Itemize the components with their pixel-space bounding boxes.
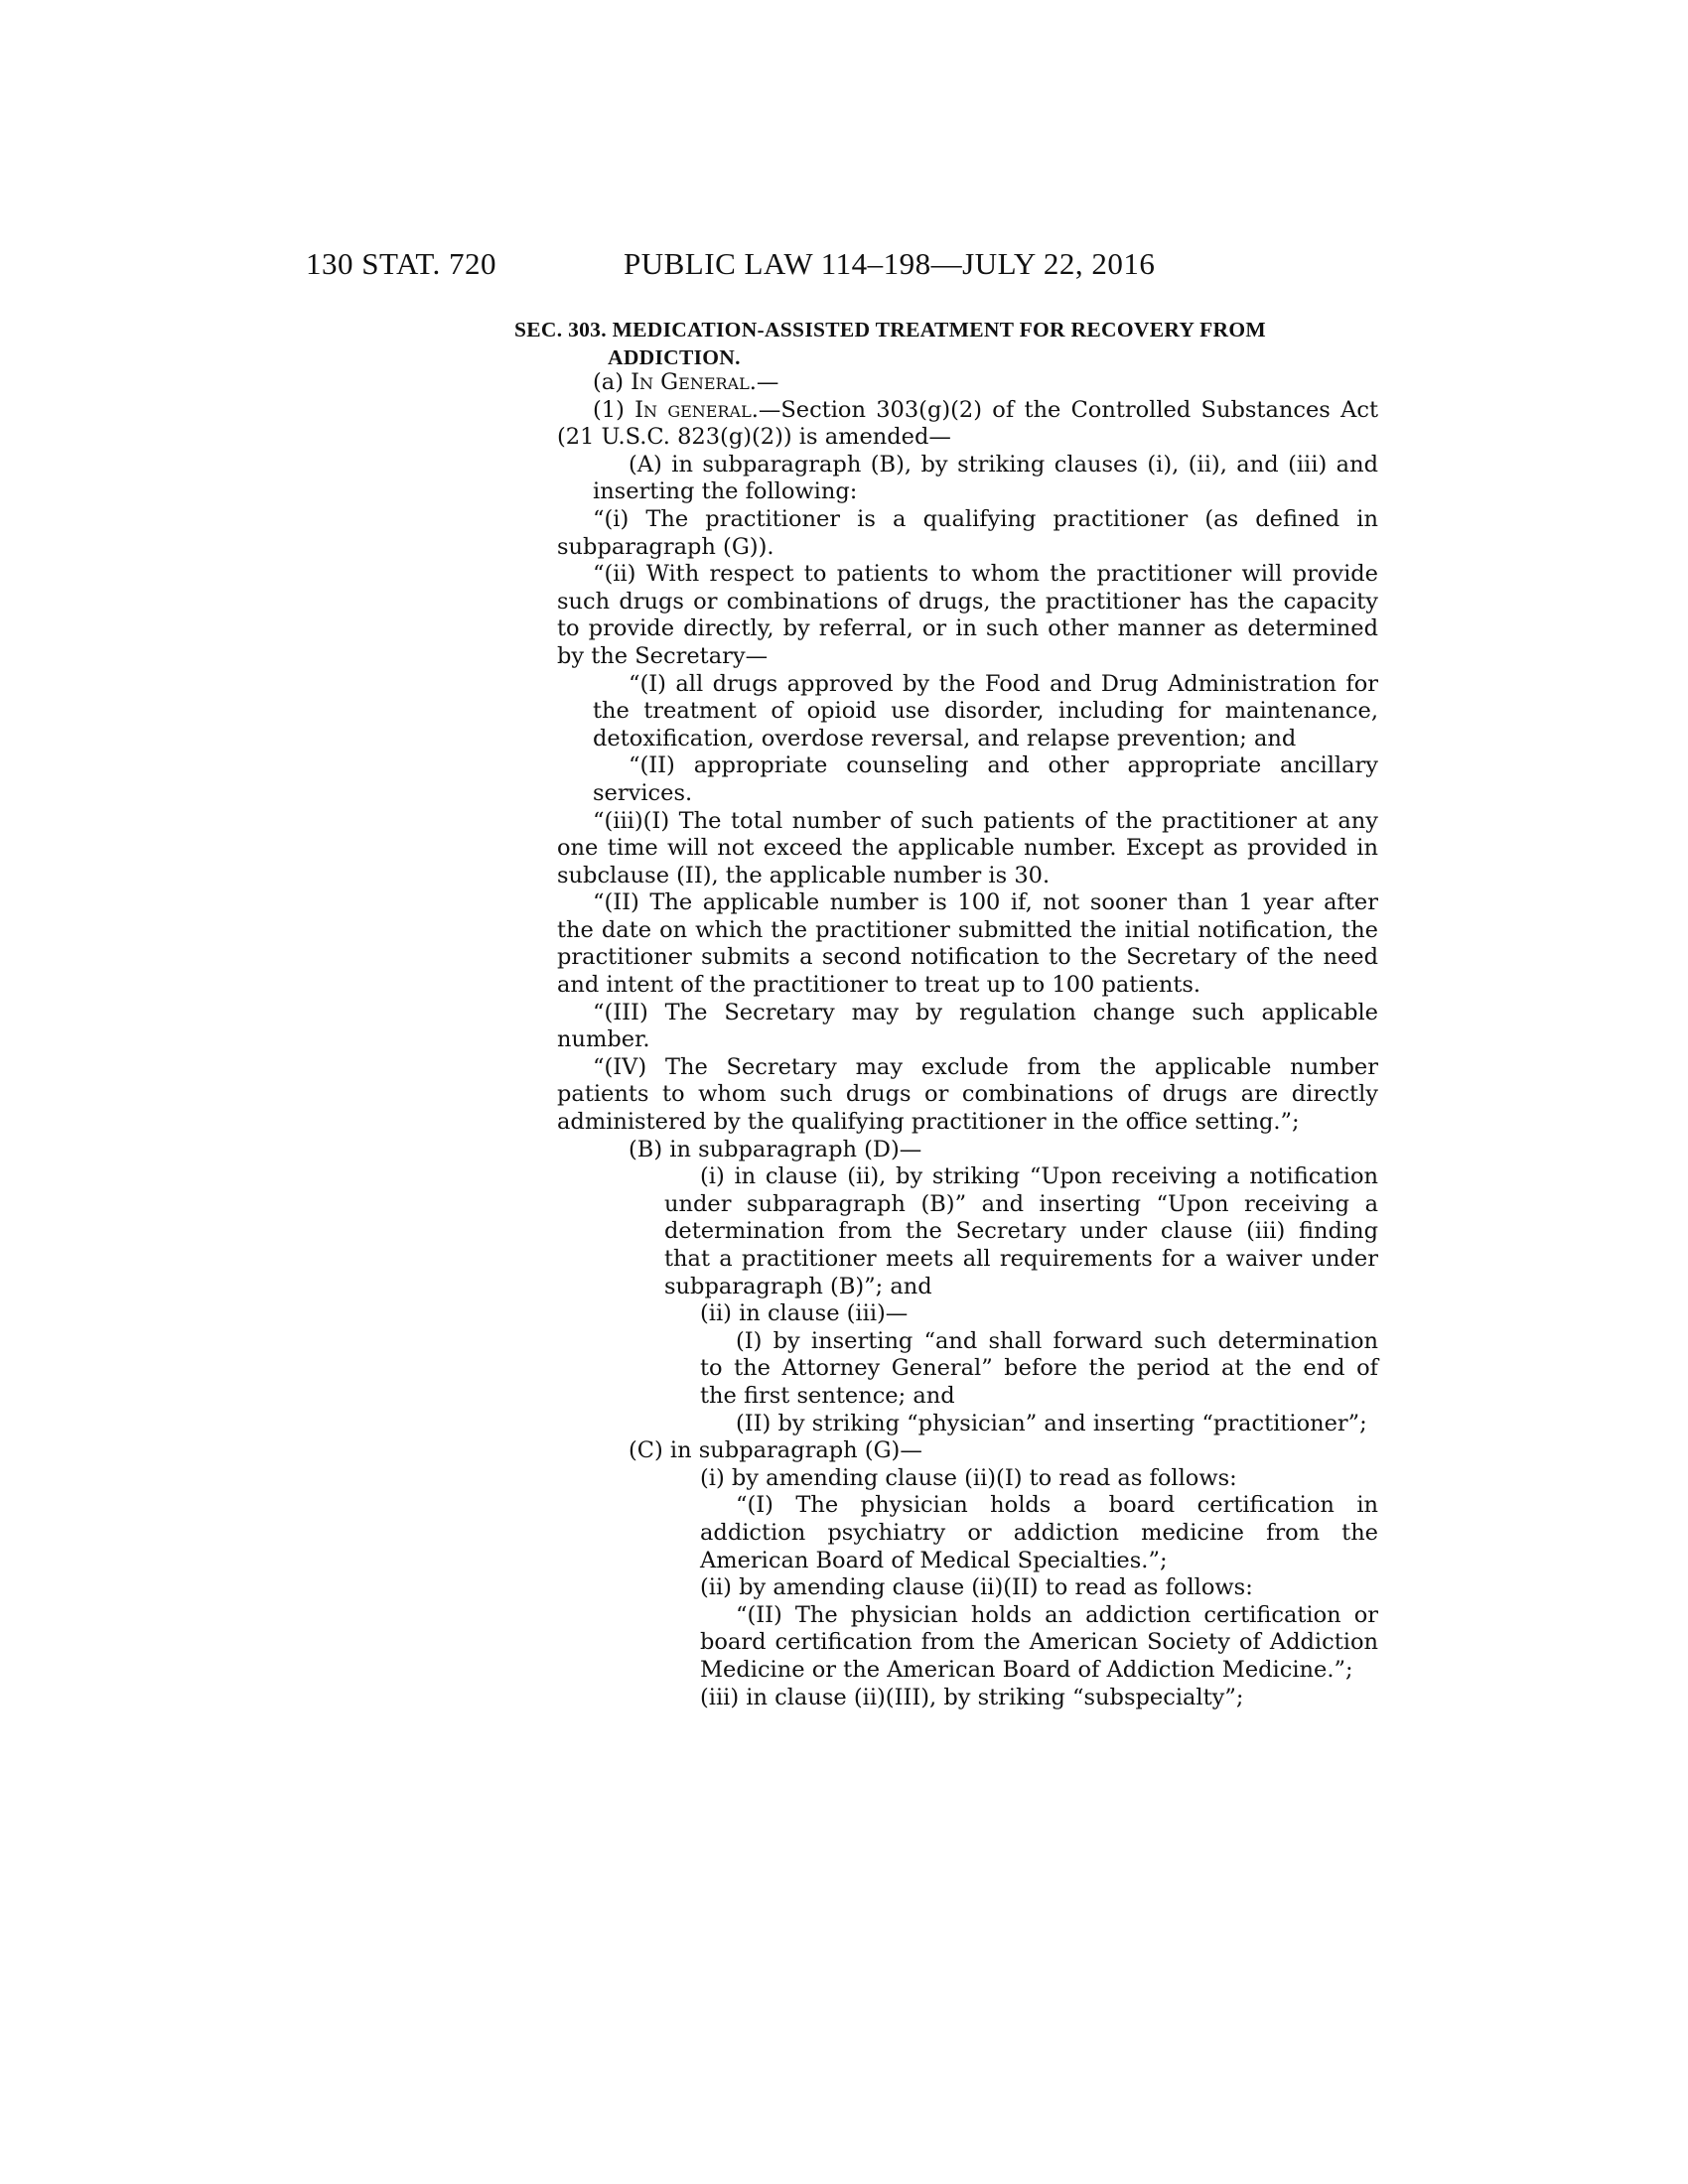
quoted-text-C-i: “(I) The physician holds a board certification in addiction psychiatry or addiction medicine from the American Board of Medical Specialties.”; bbox=[700, 1492, 1378, 1573]
quoted-subclause-iii-III: “(III) The Secretary may by regulation change such applicable number. bbox=[557, 999, 1378, 1053]
subclause-B-ii-II: (II) by striking “physician” and inserting “practitioner”; bbox=[736, 1410, 1367, 1436]
subparagraph-C: (C) in subparagraph (G)— bbox=[629, 1437, 922, 1464]
section-heading-line-2: ADDICTION. bbox=[608, 345, 741, 369]
clause-B-i: (i) in clause (ii), by striking “Upon receiving a notification under subparagraph (B)” and inserting “Upon receiving a determination from the Secretary under clause (iii) finding that a practitioner meets all requirements for a waiver under subparagraph (B)”; and bbox=[664, 1163, 1378, 1299]
clause-C-i: (i) by amending clause (ii)(I) to read as follows: bbox=[700, 1464, 1237, 1491]
page-header bbox=[0, 246, 1688, 286]
quoted-clause-iii-I: “(iii)(I) The total number of such patients of the practitioner at any one time will not exceed the applicable number. Except as provided in subclause (II), the applicable number is 30. bbox=[557, 807, 1378, 888]
section-heading-line-1: SEC. 303. MEDICATION-ASSISTED TREATMENT FOR RECOVERY FROM bbox=[514, 318, 1266, 341]
quoted-clause-ii: “(ii) With respect to patients to whom the practitioner will provide such drugs or combinations of drugs, the practitioner has the capacity to provide directly, by referral, or in such other manner as determined by the Secretary— bbox=[557, 561, 1378, 669]
clause-C-iii: (iii) in clause (ii)(III), by striking “subspecialty”; bbox=[700, 1684, 1244, 1710]
section-heading bbox=[514, 316, 1380, 371]
quoted-subclause-ii-II: “(II) appropriate counseling and other appropriate ancillary services. bbox=[593, 752, 1378, 806]
subparagraph-B: (B) in subparagraph (D)— bbox=[629, 1136, 922, 1162]
quoted-subclause-iii-IV: “(IV) The Secretary may exclude from the applicable number patients to whom such drugs or combinations of drugs are directly administered by the qualifying practitioner in the office setting.”; bbox=[557, 1053, 1378, 1136]
paragraph-a-1: (1) In general.—Section 303(g)(2) of the Controlled Substances Act (21 U.S.C. 823(g)(2)) is amended— bbox=[557, 396, 1378, 451]
quoted-text-C-ii: “(II) The physician holds an addiction certification or board certification from the American Society of Addiction Medicine or the American Board of Addiction Medicine.”; bbox=[700, 1601, 1378, 1683]
clause-B-ii: (ii) in clause (iii)— bbox=[700, 1300, 909, 1327]
public-law-title: PUBLIC LAW 114–198—JULY 22, 2016 bbox=[624, 246, 1156, 281]
quoted-clause-i: “(i) The practitioner is a qualifying practitioner (as defined in subparagraph (G)). bbox=[557, 505, 1378, 560]
stat-page-reference: 130 STAT. 720 bbox=[306, 246, 497, 281]
paragraph-a: (a) In General.— bbox=[593, 369, 779, 395]
subclause-B-ii-I: (I) by inserting “and shall forward such determination to the Attorney General” before the period at the end of the first sentence; and bbox=[700, 1327, 1378, 1409]
quoted-subclause-ii-I: “(I) all drugs approved by the Food and Drug Administration for the treatment of opioid use disorder, including for maintenance, detoxification, overdose reversal, and relapse prevention; and bbox=[593, 670, 1378, 751]
clause-C-ii: (ii) by amending clause (ii)(II) to read as follows: bbox=[700, 1574, 1253, 1601]
section-body bbox=[557, 369, 1378, 1711]
quoted-subclause-iii-II: “(II) The applicable number is 100 if, not sooner than 1 year after the date on which the practitioner submitted the initial notification, the practitioner submits a second notification to the Secretary of the need and intent of the practitioner to treat up to 100 patients. bbox=[557, 889, 1378, 999]
subparagraph-A: (A) in subparagraph (B), by striking clauses (i), (ii), and (iii) and inserting the following: bbox=[593, 451, 1378, 505]
